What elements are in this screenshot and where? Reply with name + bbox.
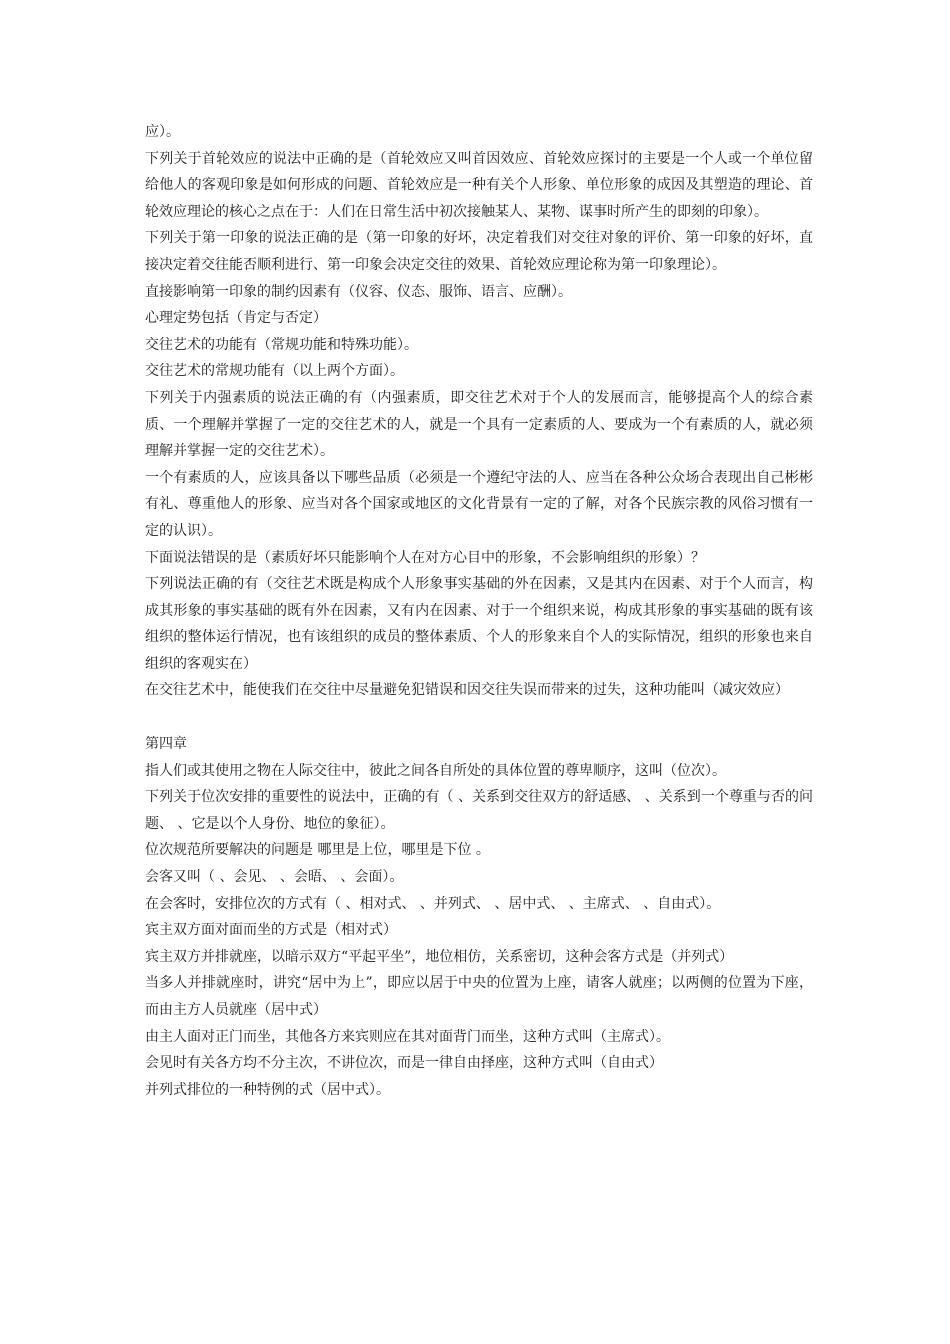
paragraph: 下列关于首轮效应的说法中正确的是（首轮效应又叫首因效应、首轮效应探讨的主要是一个人或一个单位留给他人的客观印象是如何形成的问题、首轮效应是一种有关个人形象、单位形象的成因及其塑造的理论、首轮效应理论的核心之点在于：人们在日常生活中初次接触某人、某物、谋事时所产生的即刻的印象）。: [145, 150, 813, 220]
paragraph: 在交往艺术中，能使我们在交往中尽量避免犯错误和因交往失误而带来的过失，这种功能叫（减灾效应）: [145, 682, 789, 699]
paragraph: 宾主双方面对面而坐的方式是（相对式）: [145, 922, 397, 939]
paragraph: 由主人面对正门而坐，其他各方来宾则应在其对面背门而坐，这种方式叫（主席式）。: [145, 1028, 670, 1045]
document-page: [145, 119, 813, 1103]
paragraph: 指人们或其使用之物在人际交往中，彼此之间各自所处的具体位置的尊卑顺序，这叫（位次）。: [145, 762, 726, 779]
paragraph: 下列关于位次安排的重要性的说法中，正确的有（ 、关系到交往双方的舒适感、 、关系到一个尊重与否的问题、 、它是以个人身份、地位的象征）。: [145, 789, 813, 832]
paragraph: 一个有素质的人，应该具备以下哪些品质（必须是一个遵纪守法的人、应当在各种公众场合表现出自己彬彬有礼、尊重他人的形象、应当对各个国家或地区的文化背景有一定的了解，对各个民族宗教的风俗习惯有一定的认识）。: [145, 469, 813, 539]
paragraph: 宾主双方并排就座，以暗示双方“平起平坐”，地位相仿，关系密切，这种会客方式是（并列式）: [145, 948, 734, 965]
paragraph: 会客又叫（ 、会见、 、会晤、 、会面）。: [145, 869, 404, 886]
paragraph: 当多人并排就座时，讲究“居中为上”，即应以居于中央的位置为上座，请客人就座；以两侧的位置为下座，而由主方人员就座（居中式）: [145, 975, 813, 1018]
paragraph: 下列关于第一印象的说法正确的是（第一印象的好坏，决定着我们对交往对象的评价、第一印象的好坏，直接决定着交往能否顺利进行、第一印象会决定交往的效果、首轮效应理论称为第一印象理论）。: [145, 230, 813, 273]
paragraph: 交往艺术的常规功能有（以上两个方面）。: [145, 363, 404, 380]
paragraph: 直接影响第一印象的制约因素有（仪容、仪态、服饰、语言、应酬）。: [145, 283, 572, 300]
paragraph: 应）。: [145, 124, 180, 140]
paragraph-group-after-chapter: [145, 758, 813, 1104]
paragraph: 会见时有关各方均不分主次，不讲位次，而是一律自由择座，这种方式叫（自由式）: [145, 1055, 663, 1072]
paragraph: 位次规范所要解决的问题是 哪里是上位，哪里是下位 。: [145, 842, 490, 859]
paragraph: 交往艺术的功能有（常规功能和特殊功能）。: [145, 336, 418, 353]
paragraph: 下面说法错误的是（素质好坏只能影响个人在对方心目中的形象，不会影响组织的形象）？: [145, 549, 705, 566]
paragraph: 在会客时，安排位次的方式有（ 、相对式、 、并列式、 、居中式、 、主席式、 、自由式）。: [145, 895, 721, 912]
paragraph: 心理定势包括（肯定与否定）: [145, 310, 327, 327]
chapter-title: 第四章: [145, 736, 187, 753]
paragraph: 下列关于内强素质的说法正确的有（内强素质，即交往艺术对于个人的发展而言，能够提高个人的综合素质、一个理解并掌握了一定的交往艺术的人，就是一个具有一定素质的人、要成为一个有素质的人，就必须理解并掌握一定的交往艺术）。: [145, 389, 813, 460]
blank-line: [145, 704, 813, 731]
paragraph: 下列说法正确的有（交往艺术既是构成个人形象事实基础的外在因素，又是其内在因素、对于个人而言，构成其形象的事实基础的既有外在因素，又有内在因素、对于一个组织来说，构成其形象的事实基础的既有该组织的整体运行情况，也有该组织的成员的整体素质、个人的形象来自个人的实际情况，组织的形象也来自组织的客观实在）: [145, 576, 813, 672]
paragraph-group-before-chapter: [145, 119, 813, 704]
paragraph: 并列式排位的一种特例的式（居中式）。: [145, 1081, 390, 1098]
